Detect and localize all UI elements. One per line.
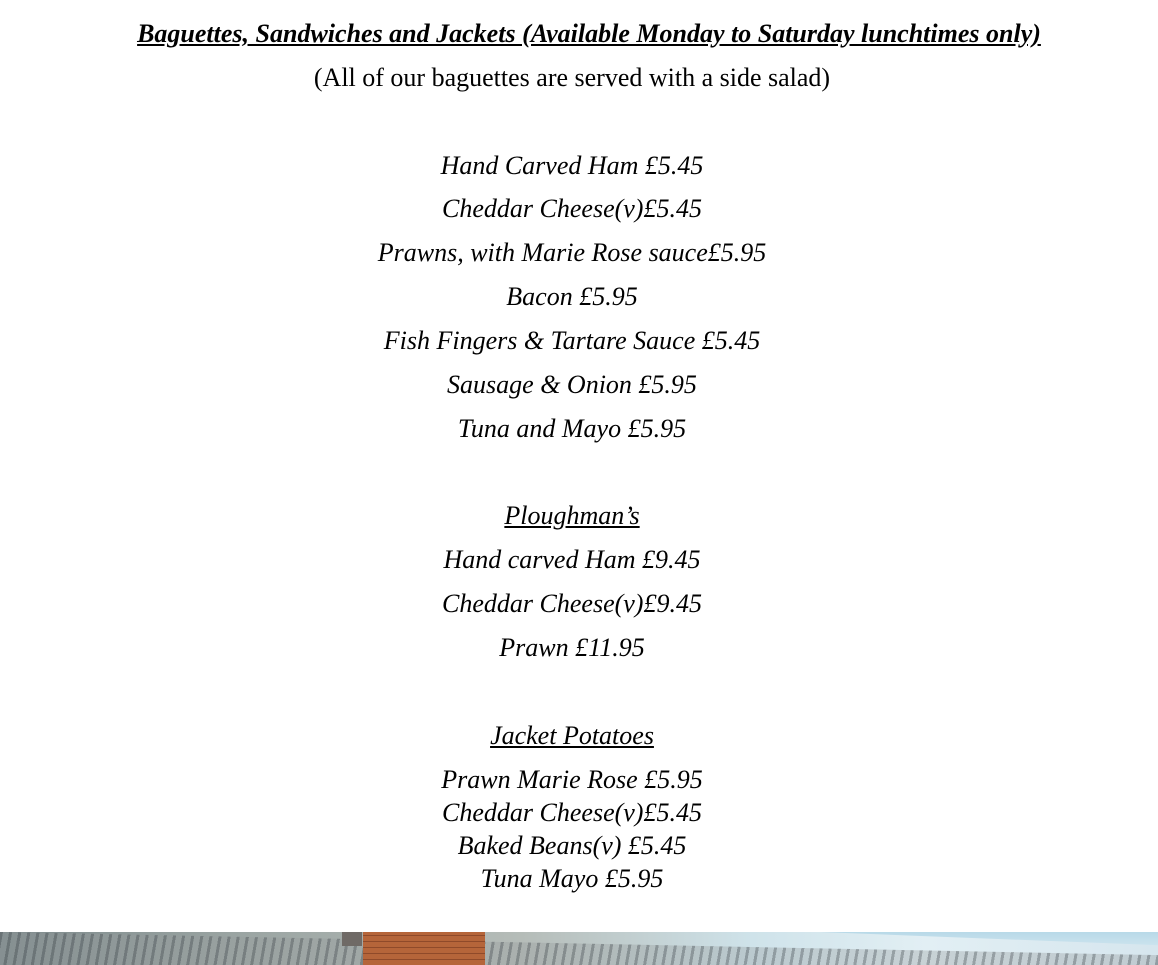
menu-item: Cheddar Cheese(v)£5.45	[442, 194, 702, 223]
section-title-ploughmans: Ploughman’s	[504, 501, 640, 530]
menu-item: Baked Beans(v) £5.45	[457, 831, 687, 860]
menu-item: Cheddar Cheese(v)£5.45	[442, 798, 702, 827]
menu-heading: Baguettes, Sandwiches and Jackets (Available Monday to Saturday lunchtimes only)	[137, 19, 1041, 48]
menu-item: Cheddar Cheese(v)£9.45	[442, 589, 702, 618]
section-title-jackets: Jacket Potatoes	[490, 721, 654, 750]
side-salad-note: (All of our baguettes are served with a side salad)	[313, 63, 831, 92]
menu-item: Tuna and Mayo £5.95	[457, 414, 687, 443]
menu-item: Prawn Marie Rose £5.95	[441, 765, 703, 794]
menu-item: Sausage & Onion £5.95	[447, 370, 697, 399]
menu-item: Prawn £11.95	[499, 633, 645, 662]
menu-item: Hand carved Ham £9.45	[443, 545, 701, 574]
building-photo	[0, 932, 1158, 965]
menu-item: Prawns, with Marie Rose sauce£5.95	[377, 238, 767, 267]
menu-item: Hand Carved Ham £5.45	[440, 151, 704, 180]
menu-item: Tuna Mayo £5.95	[480, 864, 664, 893]
brick-chimney	[363, 932, 485, 965]
chimney-pot	[342, 932, 362, 946]
menu-item: Fish Fingers & Tartare Sauce £5.45	[383, 326, 761, 355]
menu-item: Bacon £5.95	[506, 282, 638, 311]
